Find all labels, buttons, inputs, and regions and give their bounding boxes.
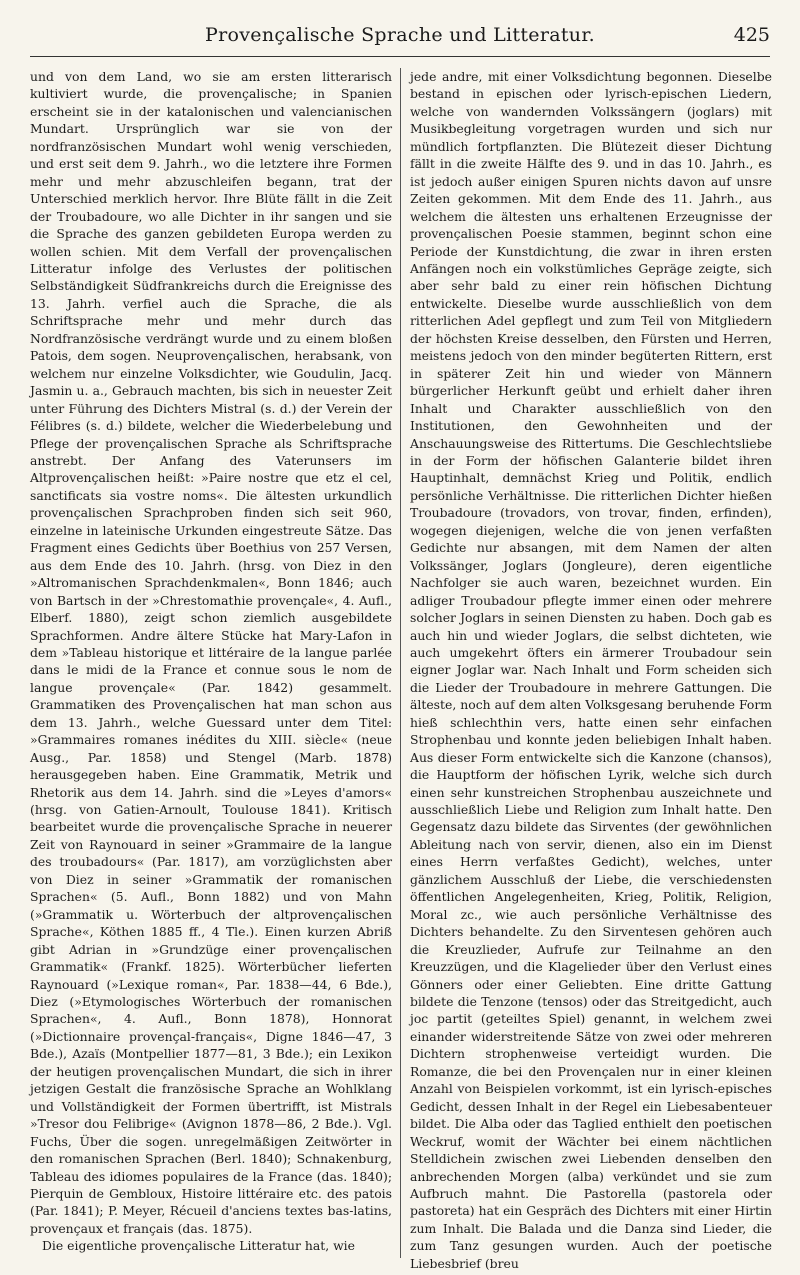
left-paragraph-1: und von dem Land, wo sie am ersten litterarisch kultiviert wurde, die provençalische; in Spanien erscheint sie in der katalonischen und valencianischen Mundart. Ursprünglich war sie von der nordfranzösischen Mundart wohl wenig verschieden, und erst seit dem 9. Jahrh., wo die letztere ihre Formen mehr und mehr abzuschleifen begann, trat der Unterschied merklich hervor. Ihre Blüte fällt in die Zeit der Troubadoure, wo alle Dichter in ihr sangen und sie die Sprache des ganzen gebildeten Europa werden zu wollen schien. Mit dem Verfall der provençalischen Litteratur infolge des Verlustes der politischen Selbständigkeit Südfrankreichs durch die Ereignisse des 13. Jahrh. verfiel auch die Sprache, die als Schriftsprache mehr und mehr durch das Nordfranzösische verdrängt wurde und zu einem bloßen Patois, dem sogen. Neuprovençalischen, herabsank, von welchem nur einzelne Volksdichter, wie Goudulin, Jacq. Jasmin u. a., Gebrauch machten, bis sich in neuester Zeit unter Führung des Dichters Mistral (s. d.) der Verein der Félibres (s. d.) bildete, welcher die Wiederbelebung und Pflege der provençalischen Sprache als Schriftsprache anstrebt. Der Anfang des Vaterunsers im Altprovençalischen heißt: »Paire nostre que etz el cel, sanctificats sia vostre noms«. Die ältesten urkundlich provençalischen Sprachproben finden sich seit 960, einzelne in lateinische Urkunden eingestreute Sätze. Das Fragment eines Gedichts über Boethius von 257 Versen, aus dem Ende des 10. Jahrh. (hrsg. von Diez in den »Altromanischen Sprachdenkmalen«, Bonn 1846; auch von Bartsch in der »Chrestomathie provençale«, 4. Aufl., Elberf. 1880), zeigt schon ziemlich ausgebildete Sprachformen. Andre ältere Stücke hat Mary-Lafon in dem »Tableau historique et littéraire de la langue parlée dans le midi de la France et connue sous le nom de langue provençale« (Par. 1842) gesammelt. Grammatiken des Provençalischen hat man schon aus dem 13. Jahrh., welche Guessard unter dem Titel: »Grammaires romanes inédites du XIII. siècle« (neue Ausg., Par. 1858) und Stengel (Marb. 1878) herausgegeben haben. Eine Grammatik, Metrik und Rhetorik aus dem 14. Jahrh. sind die »Leyes d'amors« (hrsg. von Gatien-Arnoult, Toulouse 1841). Kritisch bearbeitet wurde die provençalische Sprache in neuerer Zeit von Raynouard in seiner »Grammaire de la langue des troubadours« (Par. 1817), am vorzüglichsten aber von Diez in seiner »Grammatik der romanischen Sprachen« (5. Aufl., Bonn 1882) und von Mahn (»Grammatik u. Wörterbuch der altprovençalischen Sprache«, Köthen 1885 ff., 4 Tle.). Einen kurzen Abriß gibt Adrian in »Grundzüge einer provençalischen Grammatik« (Frankf. 1825). Wörterbücher lieferten Raynouard (»Lexique roman«, Par. 1838—44, 6 Bde.), Diez (»Etymologisches Wörterbuch der romanischen Sprachen«, 4. Aufl., Bonn 1878), Honnorat (»Dictionnaire provençal-français«, Digne 1846—47, 3 Bde.), Azaïs (Montpellier 1877—81, 3 Bde.); ein Lexikon der heutigen provençalischen Mundart, die sich in ihrer jetzigen Gestalt die französische Sprache an Wohlklang und Vollständigkeit der Formen übertrifft, ist Mistrals »Tresor dou Felibrige« (Avignon 1878—86, 2 Bde.). Vgl. Fuchs, Über die sogen. unregelmäßigen Zeitwörter in den romanischen Sprachen (Berl. 1840); Schnakenburg, Tableau des idiomes populaires de la France (das. 1840); Pierquin de Gembloux, Histoire littéraire etc. des patois (Par. 1841); P. Meyer, Récueil d'anciens textes bas-latins, provençaux et français (das. 1875). (30, 69, 392, 1236)
page-header (30, 22, 770, 57)
left-column (30, 68, 392, 1258)
right-paragraph-1: jede andre, mit einer Volksdichtung begonnen. Dieselbe bestand in epischen oder lyrisch-epischen Liedern, welche von wandernden Volkssängern (joglars) mit Musikbegleitung vorgetragen wurden und sich nur mündlich fortpflanzten. Die Blütezeit dieser Dichtung fällt in die zweite Hälfte des 9. und in das 10. Jahrh., es ist jedoch außer einigen Spuren nichts davon auf unsre Zeiten gekommen. Mit dem Ende des 11. Jahrh., aus welchem die ältesten uns erhaltenen Erzeugnisse der provençalischen Poesie stammen, beginnt schon eine Periode der Kunstdichtung, die zwar in ihren ersten Anfängen noch ein volkstümliches Gepräge zeigte, sich aber sehr bald zu einer rein höfischen Dichtung entwickelte. Dieselbe wurde ausschließlich von dem ritterlichen Adel gepflegt und zum Teil von Mitgliedern der höchsten Kreise desselben, den Fürsten und Herren, meistens jedoch von den minder begüterten Rittern, erst in späterer Zeit hin und wieder von Männern bürgerlicher Herkunft geübt und erhielt daher ihren Inhalt und Charakter ausschließlich von den Institutionen, den Gewohnheiten und der Anschauungsweise des Rittertums. Die Geschlechtsliebe in der Form der höfischen Galanterie bildet ihren Hauptinhalt, demnächst Krieg und Politik, endlich persönliche Verhältnisse. Die ritterlichen Dichter hießen Troubadoure (trovadors, von trovar, finden, erfinden), wogegen diejenigen, welche die von jenen verfaßten Gedichte nur absangen, mit dem Namen der alten Volkssänger, Joglars (Jongleure), deren eigentliche Nachfolger sie auch waren, bezeichnet wurden. Ein adliger Troubadour pflegte immer einen oder mehrere solcher Joglars in seinen Diensten zu haben. Doch gab es auch hin und wieder Joglars, die selbst dichteten, wie auch umgekehrt öfters ein ärmerer Troubadour sein eigner Joglar war. Nach Inhalt und Form scheiden sich die Lieder der Troubadoure in mehrere Gattungen. Die älteste, noch auf dem alten Volksgesang beruhende Form hieß schlechthin vers, hatte einen sehr einfachen Strophenbau und konnte jeden beliebigen Inhalt haben. Aus dieser Form entwickelte sich die Kanzone (chansos), die Hauptform der höfischen Lyrik, welche sich durch einen sehr kunstreichen Strophenbau auszeichnete und ausschließlich Liebe und Religion zum Inhalt hatte. Den Gegensatz dazu bildete das Sirventes (der gewöhnlichen Ableitung nach von servir, dienen, also ein im Dienst eines Herrn verfaßtes Gedicht), welches, unter gänzlichem Ausschluß der Liebe, die verschiedensten öffentlichen Angelegenheiten, Krieg, Politik, Religion, Moral zc., wie auch persönliche Verhältnisse des Dichters behandelte. Zu den Sirventesen gehören auch die Kreuzlieder, Aufrufe zur Teilnahme an den Kreuzzügen, und die Klagelieder über den Verlust eines Gönners oder einer Geliebten. Eine dritte Gattung bildete die Tenzone (tensos) oder das Streitgedicht, auch joc partit (geteiltes Spiel) genannt, in welchem zwei einander widerstreitende Sätze von zwei oder mehreren Dichtern strophenweise verteidigt wurden. Die Romanze, die bei den Provençalen nur in einer kleinen Anzahl von Beispielen vorkommt, ist ein lyrisch-episches Gedicht, dessen Inhalt in der Regel ein Liebesabenteuer bildet. Die Alba oder das Taglied enthielt den poetischen Weckruf, womit der Wächter bei einem nächtlichen Stelldichein zwischen zwei Liebenden denselben den anbrechenden Morgen (alba) verkündet und sie zum Aufbruch mahnt. Die Pastorella (pastorela oder pastoreta) hat ein Gespräch des Dichters mit einer Hirtin zum Inhalt. Die Balada und die Danza sind Lieder, die zum Tanz gesungen wurden. Auch der poetische Liebesbrief (breu (410, 69, 772, 1271)
column-divider (400, 68, 401, 1258)
page-number: 425 (733, 24, 770, 46)
running-title: Provençalische Sprache und Litteratur. (205, 24, 595, 46)
right-column (410, 68, 772, 1271)
left-paragraph-2: Die eigentliche provençalische Litteratur hat, wie (42, 1238, 355, 1254)
